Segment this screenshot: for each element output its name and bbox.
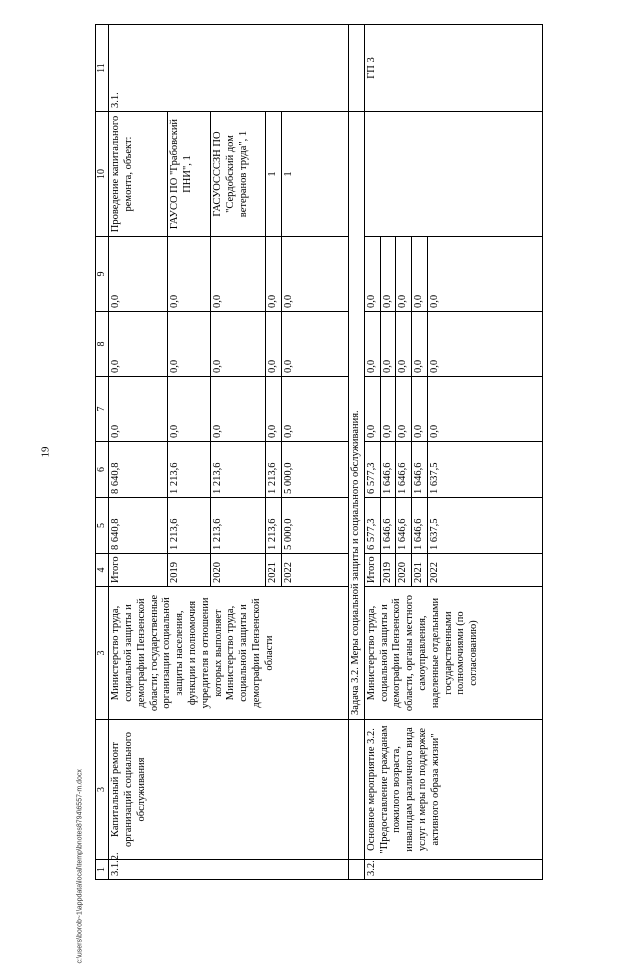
year-cell: Итого [109, 554, 168, 587]
value-cell: 0,0 [281, 237, 348, 312]
header-cell: 3 [96, 720, 109, 860]
task-spacer [348, 720, 364, 860]
value-cell: 0,0 [396, 237, 412, 312]
value-cell: 0,0 [266, 237, 282, 312]
value-cell: 1 637,5 [427, 442, 542, 498]
result-cell [364, 112, 542, 237]
header-row [96, 25, 109, 880]
header-cell: 8 [96, 312, 109, 377]
value-cell: 0,0 [412, 312, 428, 377]
header-cell: 9 [96, 237, 109, 312]
value-cell: 0,0 [364, 237, 380, 312]
task-row [348, 25, 364, 880]
executor: Министерство труда, социальной защиты и демографии Пензенской области; государственные организации социальной защиты населения, функции и полномочия учредителя в отношении которых выполняет Министерство труда, социальной защиты и демографии Пензенской области [109, 587, 349, 720]
link-cell: 3.1. [109, 25, 349, 112]
task-spacer [348, 860, 364, 880]
value-cell: 0,0 [266, 312, 282, 377]
value-cell: 0,0 [211, 377, 266, 442]
value-cell: 5 000,0 [281, 498, 348, 554]
value-cell: 0,0 [380, 237, 396, 312]
value-cell: 0,0 [281, 377, 348, 442]
year-cell: 2019 [168, 554, 211, 587]
value-cell: 0,0 [168, 377, 211, 442]
value-cell: 0,0 [396, 377, 412, 442]
year-cell: Итого [364, 554, 380, 587]
value-cell: 0,0 [168, 237, 211, 312]
result-cell: 1 [281, 112, 348, 237]
value-cell: 0,0 [211, 237, 266, 312]
value-cell: 0,0 [109, 237, 168, 312]
task-title: Задача 3.2. Меры социальной защиты и социального обслуживания. [348, 112, 364, 720]
year-cell: 2020 [211, 554, 266, 587]
value-cell: 0,0 [168, 312, 211, 377]
value-cell: 1 213,6 [168, 442, 211, 498]
value-cell: 1 646,6 [380, 498, 396, 554]
value-cell: 0,0 [427, 237, 542, 312]
header-cell: 7 [96, 377, 109, 442]
header-cell: 6 [96, 442, 109, 498]
page-number: 19 [39, 446, 52, 458]
result-cell: 1 [266, 112, 282, 237]
year-cell: 2021 [266, 554, 282, 587]
header-cell: 4 [96, 554, 109, 587]
row-number: 3.1.2. [109, 860, 349, 880]
value-cell: 0,0 [412, 237, 428, 312]
value-cell: 8 640,8 [109, 498, 168, 554]
value-cell: 1 213,6 [211, 498, 266, 554]
result-cell: ГАСУОСССЗН ПО "Сердобский дом ветеранов труда", 1 [211, 112, 266, 237]
value-cell: 5 000,0 [281, 442, 348, 498]
value-cell: 0,0 [380, 312, 396, 377]
value-cell: 1 213,6 [266, 442, 282, 498]
measure-name: Капитальный ремонт организаций социального обслуживания [109, 720, 349, 860]
year-cell: 2022 [427, 554, 542, 587]
value-cell: 1 646,6 [412, 498, 428, 554]
value-cell: 1 213,6 [211, 442, 266, 498]
value-cell: 6 577,3 [364, 442, 380, 498]
year-cell: 2020 [396, 554, 412, 587]
executor: Министерство труда, социальной защиты и демографии Пензенской области, органы местного самоуправления, наделенные отдельными государственными полномочиями (по согласованию) [364, 587, 542, 720]
header-cell: 11 [96, 25, 109, 112]
value-cell: 0,0 [427, 312, 542, 377]
value-cell: 0,0 [281, 312, 348, 377]
year-cell: 2021 [412, 554, 428, 587]
value-cell: 1 646,6 [412, 442, 428, 498]
value-cell: 0,0 [364, 377, 380, 442]
value-cell: 1 213,6 [266, 498, 282, 554]
value-cell: 0,0 [396, 312, 412, 377]
measure-name: Основное мероприятие 3.2. "Предоставление гражданам пожилого возраста, инвалидам различного вида услуг и меры по поддержке активного образа жизни" [364, 720, 542, 860]
value-cell: 0,0 [364, 312, 380, 377]
table-row [109, 25, 168, 880]
value-cell: 0,0 [380, 377, 396, 442]
value-cell: 0,0 [266, 377, 282, 442]
value-cell: 1 213,6 [168, 498, 211, 554]
year-cell: 2022 [281, 554, 348, 587]
value-cell: 0,0 [211, 312, 266, 377]
landscape-sheet [95, 25, 617, 880]
row-number: 3.2. [364, 860, 542, 880]
result-cell: ГАУСО ПО "Грабовский ПНИ", 1 [168, 112, 211, 237]
value-cell: 1 646,6 [380, 442, 396, 498]
result-cell: Проведение капитального ремонта, объект: [109, 112, 168, 237]
table-row [364, 25, 380, 880]
value-cell: 0,0 [427, 377, 542, 442]
year-cell: 2019 [380, 554, 396, 587]
value-cell: 1 646,6 [396, 498, 412, 554]
header-cell: 5 [96, 498, 109, 554]
header-cell: 1 [96, 860, 109, 880]
header-cell: 3 [96, 587, 109, 720]
file-path-footer: c:\users\borob~1\appdata\local\temp\bnotes8794\6557-m.docx [76, 769, 84, 964]
value-cell: 6 577,3 [364, 498, 380, 554]
value-cell: 1 646,6 [396, 442, 412, 498]
value-cell: 0,0 [109, 312, 168, 377]
task-spacer [348, 25, 364, 112]
header-cell: 10 [96, 112, 109, 237]
value-cell: 0,0 [109, 377, 168, 442]
value-cell: 1 637,5 [427, 498, 542, 554]
link-cell: ГП 3 [364, 25, 542, 112]
value-cell: 0,0 [412, 377, 428, 442]
value-cell: 8 640,8 [109, 442, 168, 498]
program-table [95, 24, 543, 880]
